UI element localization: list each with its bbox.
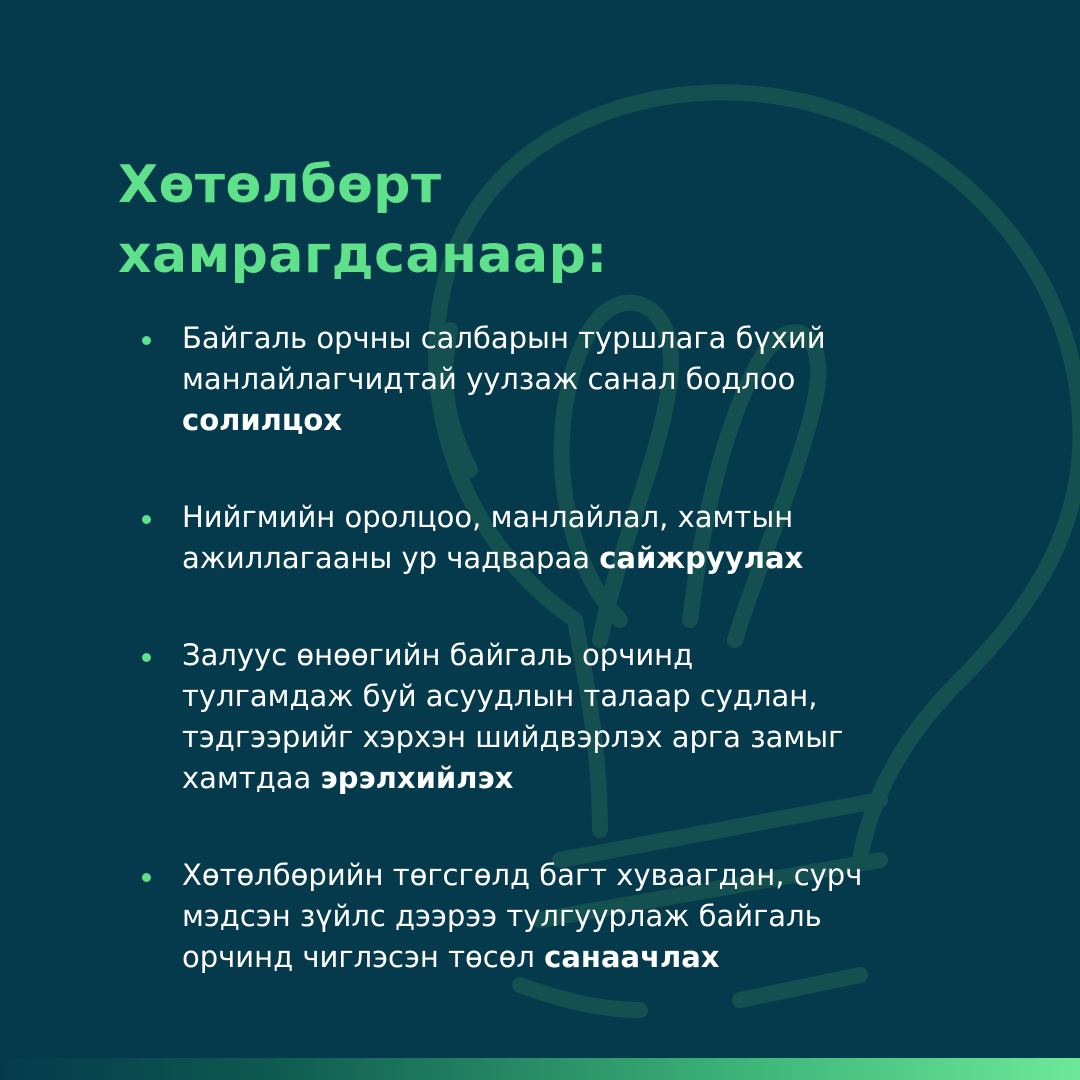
item-line: [182, 758, 960, 799]
item-line: [182, 538, 960, 579]
item-line: тэдгээрийг хэрхэн шийдвэрлэх арга замыг: [182, 720, 844, 754]
item-line: [182, 400, 960, 441]
bullet-dot-icon: [142, 336, 151, 345]
footer-gradient-bar: [0, 1058, 1080, 1080]
list-item: [140, 635, 960, 799]
item-text: хамтдаа: [182, 761, 321, 795]
item-line: Хөтөлбөрийн төгсгөлд багт хуваагдан, сурч: [182, 858, 863, 892]
bullet-dot-icon: [142, 515, 151, 524]
item-text: орчинд чиглэсэн төсөл: [182, 940, 545, 974]
item-emphasis: сайжруулах: [599, 541, 804, 575]
item-emphasis: санаачлах: [544, 940, 720, 974]
page-title: [118, 150, 938, 290]
list-item: [140, 497, 960, 579]
title-line-2: хамрагдсанаар:: [118, 225, 608, 285]
item-line: [182, 937, 960, 978]
bullet-dot-icon: [142, 653, 151, 662]
item-line: манлайлагчидтай уулзаж санал бодлоо: [182, 362, 796, 396]
title-line-1: Хөтөлбөрт: [118, 155, 442, 215]
item-line: тулгамдаж буй асуудлын талаар судлан,: [182, 679, 818, 713]
item-line: Залуус өнөөгийн байгаль орчинд: [182, 638, 694, 672]
item-line: мэдсэн зүйлс дээрээ тулгуурлаж байгаль: [182, 899, 822, 933]
benefits-list: [140, 318, 960, 978]
item-line: Нийгмийн оролцоо, манлайлал, хамтын: [182, 500, 794, 534]
list-item: [140, 855, 960, 978]
item-emphasis: солилцох: [182, 403, 343, 437]
item-emphasis: эрэлхийлэх: [320, 761, 514, 795]
item-line: Байгаль орчны салбарын туршлага бүхий: [182, 321, 826, 355]
list-item: [140, 318, 960, 441]
item-text: ажиллагааны ур чадвараа: [182, 541, 600, 575]
bullet-dot-icon: [142, 873, 151, 882]
